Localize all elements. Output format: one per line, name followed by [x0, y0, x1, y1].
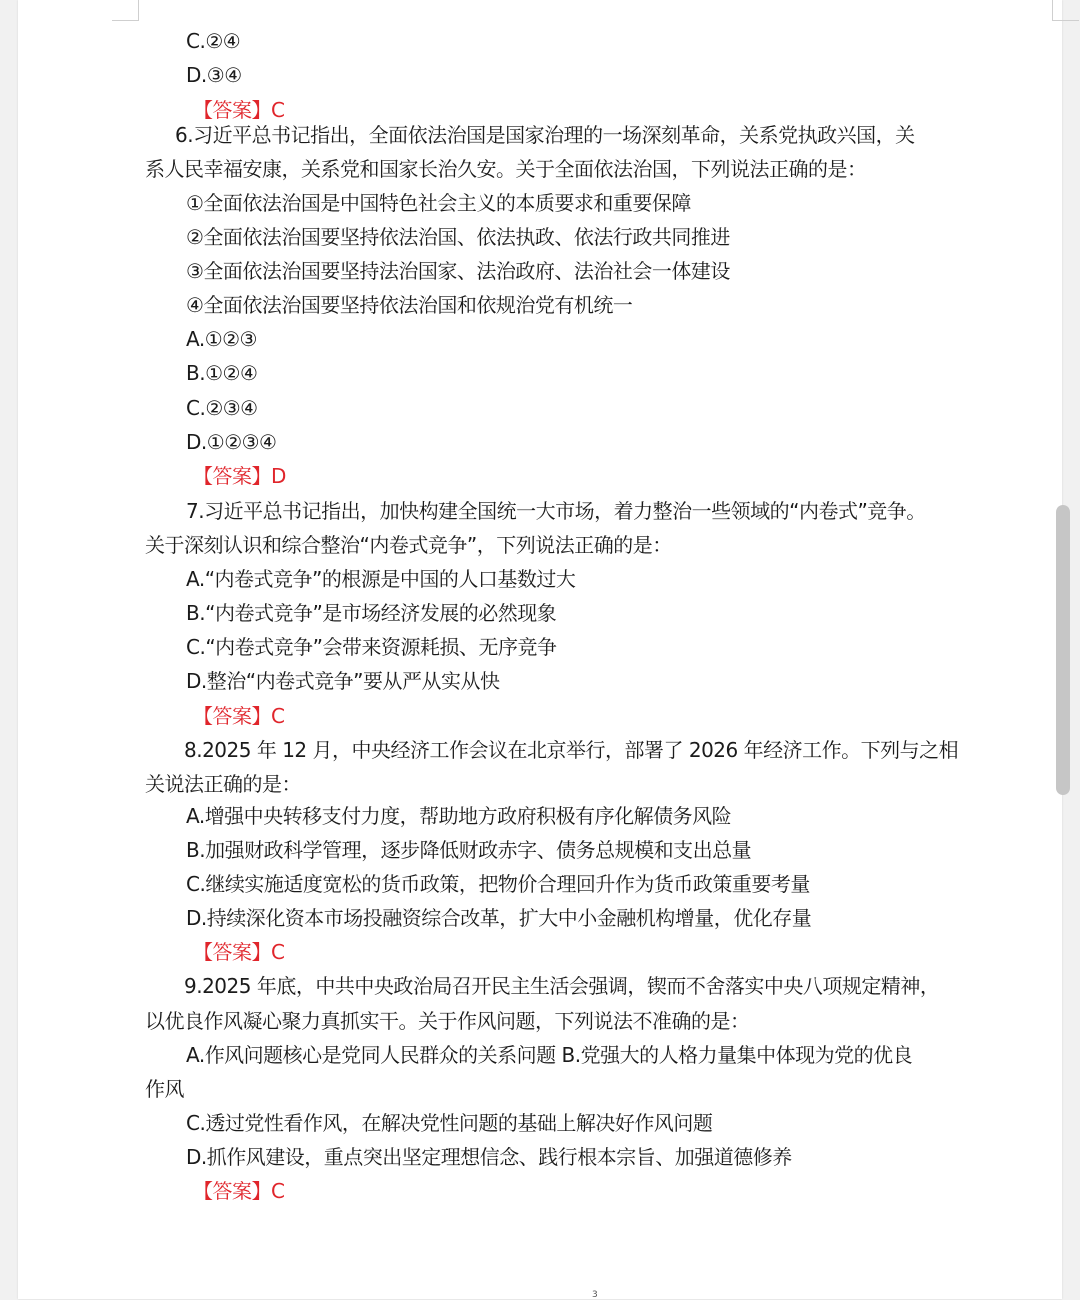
option-line: C.②④ [186, 29, 241, 53]
statement-line: ④全面依法治国要坚持依法治国和依规治党有机统一 [186, 293, 633, 317]
question-line: 8.2025 年 12 月，中央经济工作会议在北京举行，部署了 2026 年经济工作。下列与之相 [184, 738, 959, 762]
answer-label: 【答案】 [193, 98, 271, 122]
option-line: D.抓作风建设，重点突出坚定理想信念、践行根本宗旨、加强道德修养 [186, 1145, 792, 1169]
statement-line: ②全面依法治国要坚持依法治国、依法执政、依法行政共同推进 [186, 225, 730, 249]
scrollbar-thumb[interactable] [1056, 505, 1070, 795]
question-line: 6.习近平总书记指出，全面依法治国是国家治理的一场深刻革命，关系党执政兴国，关 [175, 123, 915, 147]
answer-line [193, 1174, 284, 1208]
option-line: B.①②④ [186, 361, 258, 385]
answer-label: 【答案】 [193, 1179, 271, 1203]
option-line: C.“内卷式竞争”会带来资源耗损、无序竞争 [186, 635, 557, 659]
option-line: 作风 [145, 1077, 184, 1101]
answer-label: 【答案】 [193, 704, 271, 728]
answer-line [193, 935, 284, 969]
answer-value: D [271, 464, 286, 488]
option-line: A.作风问题核心是党同人民群众的关系问题 B.党强大的人格力量集中体现为党的优良 [186, 1043, 913, 1067]
option-line: C.②③④ [186, 396, 258, 420]
answer-line [193, 699, 284, 733]
option-line: D.持续深化资本市场投融资综合改革，扩大中小金融机构增量，优化存量 [186, 906, 812, 930]
statement-line: ③全面依法治国要坚持法治国家、法治政府、法治社会一体建设 [186, 259, 730, 283]
option-line: C.透过党性看作风，在解决党性问题的基础上解决好作风问题 [186, 1111, 713, 1135]
question-line: 关说法正确的是： [145, 772, 301, 796]
answer-value: C [271, 1179, 285, 1203]
answer-value: C [271, 98, 285, 122]
option-line: D.③④ [186, 63, 242, 87]
option-line: D.整治“内卷式竞争”要从严从实从快 [186, 669, 500, 693]
option-line: A.增强中央转移支付力度，帮助地方政府积极有序化解债务风险 [186, 804, 732, 828]
option-line: C.继续实施适度宽松的货币政策，把物价合理回升作为货币政策重要考量 [186, 872, 810, 896]
question-line: 9.2025 年底，中共中央政治局召开民主生活会强调，锲而不舍落实中央八项规定精神， [184, 974, 940, 998]
page-number: 3 [592, 1290, 598, 1300]
question-line: 系人民幸福安康，关系党和国家长治久安。关于全面依法治国，下列说法正确的是： [145, 157, 867, 181]
answer-label: 【答案】 [193, 940, 271, 964]
answer-line [193, 459, 286, 493]
answer-value: C [271, 704, 285, 728]
option-line: D.①②③④ [186, 430, 277, 454]
question-line: 关于深刻认识和综合整治“内卷式竞争”，下列说法正确的是： [145, 533, 672, 557]
option-line: B.“内卷式竞争”是市场经济发展的必然现象 [186, 601, 557, 625]
question-line: 7.习近平总书记指出，加快构建全国统一大市场，着力整治一些领域的“内卷式”竞争。 [186, 499, 926, 523]
option-line: B.加强财政科学管理，逐步降低财政赤字、债务总规模和支出总量 [186, 838, 752, 862]
answer-value: C [271, 940, 285, 964]
option-line: A.①②③ [186, 327, 257, 351]
statement-line: ①全面依法治国是中国特色社会主义的本质要求和重要保障 [186, 191, 691, 215]
question-line: 以优良作风凝心聚力真抓实干。关于作风问题，下列说法不准确的是： [145, 1009, 750, 1033]
option-line: A.“内卷式竞争”的根源是中国的人口基数过大 [186, 567, 576, 591]
answer-label: 【答案】 [193, 464, 271, 488]
